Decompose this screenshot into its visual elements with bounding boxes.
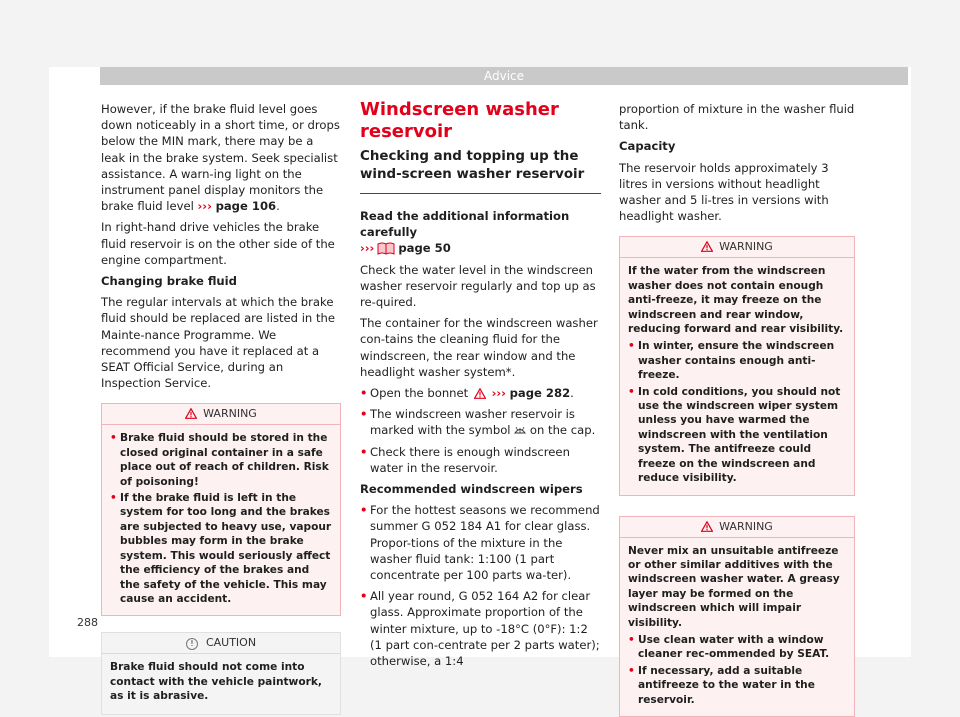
warning-triangle-icon: [474, 388, 486, 399]
warning-body: [102, 425, 340, 615]
caution-title: ! CAUTION: [102, 633, 340, 654]
warning-intro: Never mix an unsuitable antifreeze or other similar additives with the windscreen washer water. A greasy layer may be formed on the windscreen which will impair visibility.: [628, 544, 840, 629]
paragraph-proportion: proportion of mixture in the washer fluid tank.: [619, 102, 855, 133]
paragraph-rhd: In right-hand drive vehicles the brake fluid reservoir is on the other side of the engine compartment.: [101, 220, 335, 267]
warning-triangle-icon: [701, 521, 713, 532]
read-more-line: Read the additional information carefully ››› page 50: [360, 209, 570, 256]
subheading-capacity: Capacity: [619, 139, 676, 154]
warning-title: WARNING: [102, 404, 340, 425]
list-item: • The windscreen washer reservoir is marked with the symbol on the cap.: [360, 406, 601, 438]
ref-arrow: ›››: [360, 241, 375, 256]
caution-text: Brake fluid should not come into contact with the vehicle paintwork, as it is abrasive.: [110, 661, 322, 703]
page-ref-link[interactable]: page 50: [398, 241, 451, 256]
section-title: Windscreen washer reservoir: [360, 99, 559, 142]
list-item: • Check there is enough windscreen water in the reservoir.: [360, 444, 601, 476]
caution-box-paintwork: [101, 632, 341, 714]
paragraph-intervals: The regular intervals at which the brake fluid should be replaced are listed in the Mainte-nance Programme. We recommend you have it replaced at a SEAT Official Service, during an Inspection Service.: [101, 295, 335, 391]
book-icon: [377, 242, 395, 255]
warning-body: [620, 538, 854, 716]
column-left: [101, 101, 341, 715]
manual-page: [49, 67, 911, 706]
paragraph-capacity: The reservoir holds approximately 3 litres in versions without headlight washer and 5 li-tres in versions with headlight washer.: [619, 160, 829, 224]
page-number: 288: [77, 616, 98, 629]
warning-triangle-icon: [701, 241, 713, 252]
warning-item: • If necessary, add a suitable antifreeze to the water in the reservoir.: [628, 664, 846, 707]
ref-arrow: ›››: [491, 386, 506, 401]
warning-box-antifreeze: [619, 236, 855, 495]
list-item: • All year round, G 052 164 A2 for clear glass. Approximate proportion of the winter mixture, up to -18°C (0°F): 1:2 (1 part con-centrate per 2 parts water); otherwise, a 1:4: [360, 588, 601, 669]
warning-item: • Use clean water with a window cleaner rec-ommended by SEAT.: [628, 633, 846, 662]
warning-intro: If the water from the windscreen washer does not contain enough anti-freeze, it may freeze on the windscreen and rear window, reducing forward and rear visibility.: [628, 265, 844, 336]
list-item: • Open the bonnet ››› page 282.: [360, 385, 601, 401]
paragraph-check-level: Check the water level in the windscreen washer reservoir regularly and top up as re-quired.: [360, 262, 596, 310]
warning-item: • In winter, ensure the windscreen washer contains enough anti-freeze.: [628, 339, 846, 382]
warning-box-additives: [619, 516, 855, 717]
ref-arrow: ›››: [197, 199, 212, 214]
warning-item: • Brake fluid should be stored in the closed original container in a safe place out of reach of children. Risk of poisoning!: [110, 431, 332, 489]
warning-title: WARNING: [620, 237, 854, 258]
caution-body: [102, 654, 340, 713]
section-subtitle: Checking and topping up the wind-screen washer reservoir: [360, 148, 601, 194]
page-ref-link[interactable]: page 106: [215, 199, 277, 214]
list-item: • For the hottest seasons we recommend summer G 052 184 A1 for clear glass. Propor-tions of the mixture in the washer fluid tank: 1:100 (1 part concentrate per 100 parts wa-ter).: [360, 502, 601, 583]
subheading-recommended-wipers: Recommended windscreen wipers: [360, 482, 583, 497]
paragraph-brake-leak: However, if the brake fluid level goes down noticeably in a short time, or drops below the MIN mark, there may be a leak in the brake system. Seek specialist assistance. A warn-ing light on the instrument panel display monitors the brake fluid level ››› page 106.: [101, 102, 340, 214]
caution-info-icon: !: [186, 638, 198, 650]
warning-item: • In cold conditions, you should not use the windscreen wiper system unless you have warmed the windscreen with the ventilation system. The antifreeze could freeze on the windscreen and reduce visibility.: [628, 385, 846, 486]
washer-symbol-icon: [514, 425, 526, 435]
paragraph-container: The container for the windscreen washer con-tains the cleaning fluid for the windscreen, the rear window and the headlight washer system*.: [360, 316, 598, 379]
warning-triangle-icon: [185, 408, 197, 419]
warning-box-brake-fluid: [101, 403, 341, 616]
page-ref-link[interactable]: page 282: [509, 386, 571, 401]
warning-body: [620, 258, 854, 494]
warning-title: WARNING: [620, 517, 854, 538]
column-middle: [360, 99, 601, 674]
column-right: [619, 101, 855, 717]
section-header: Advice: [100, 67, 908, 85]
warning-item: • If the brake fluid is left in the system for too long and the brakes are subjected to heavy use, vapour bubbles may form in the brake system. This would seriously affect the efficiency of the brakes and the safety of the vehicle. This may cause an accident.: [110, 491, 332, 606]
subheading-changing-brake-fluid: Changing brake fluid: [101, 274, 237, 289]
